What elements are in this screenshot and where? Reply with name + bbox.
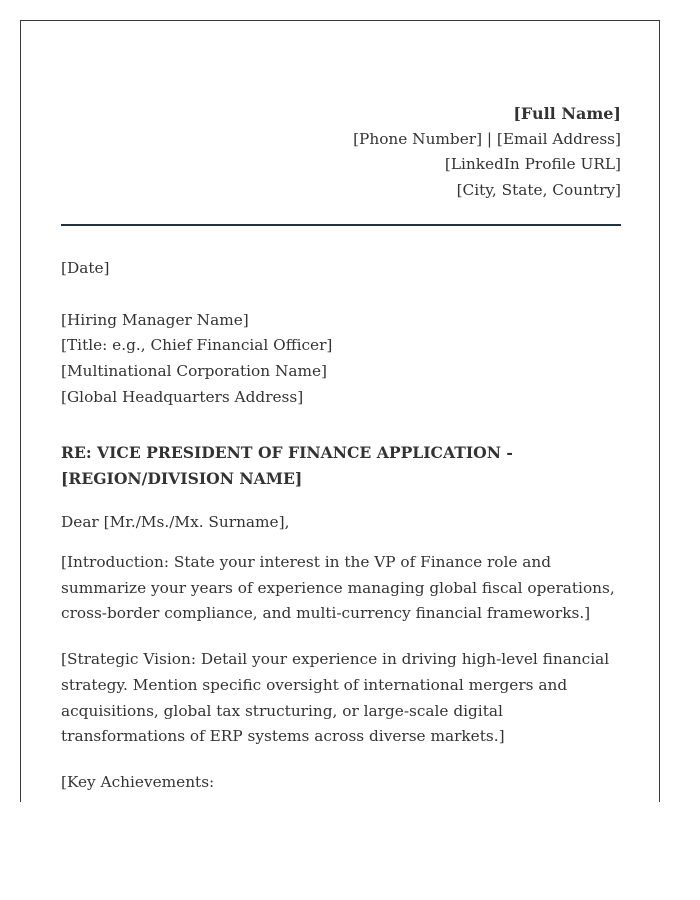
recipient-address: [Global Headquarters Address] xyxy=(61,387,304,406)
letter-page xyxy=(20,20,660,802)
recipient-block xyxy=(61,308,621,411)
subject-line-1: RE: VICE PRESIDENT OF FINANCE APPLICATION - xyxy=(61,443,513,463)
recipient-company: [Multinational Corporation Name] xyxy=(61,361,328,380)
paragraph-key-achievements: [Key Achievements: xyxy=(61,772,215,791)
header-divider xyxy=(61,224,621,226)
salutation: Dear [Mr./Ms./Mx. Surname], xyxy=(61,513,290,532)
paragraph-introduction: [Introduction: State your interest in the VP of Finance role and summarize your years of experience managing global fiscal operations, cross-border compliance, and multi-currency financial frameworks.] xyxy=(61,553,615,623)
subject-line xyxy=(61,440,621,492)
letter-date: [Date] xyxy=(61,258,110,277)
sender-header xyxy=(61,101,621,204)
recipient-title: [Title: e.g., Chief Financial Officer] xyxy=(61,336,333,355)
sender-linkedin: [LinkedIn Profile URL] xyxy=(444,155,621,174)
recipient-manager-name: [Hiring Manager Name] xyxy=(61,310,249,329)
sender-contact-line: [Phone Number] | [Email Address] xyxy=(353,129,621,148)
subject-line-2: [REGION/DIVISION NAME] xyxy=(61,469,303,489)
sender-full-name: [Full Name] xyxy=(513,104,621,123)
sender-location: [City, State, Country] xyxy=(456,181,621,200)
letter-content xyxy=(61,101,621,796)
paragraph-strategic-vision: [Strategic Vision: Detail your experience in driving high-level financial strategy. Mention specific oversight of international mergers and acquisitions, global tax structuring, or large-scale digital transformations of ERP systems across diverse markets.] xyxy=(61,650,610,746)
